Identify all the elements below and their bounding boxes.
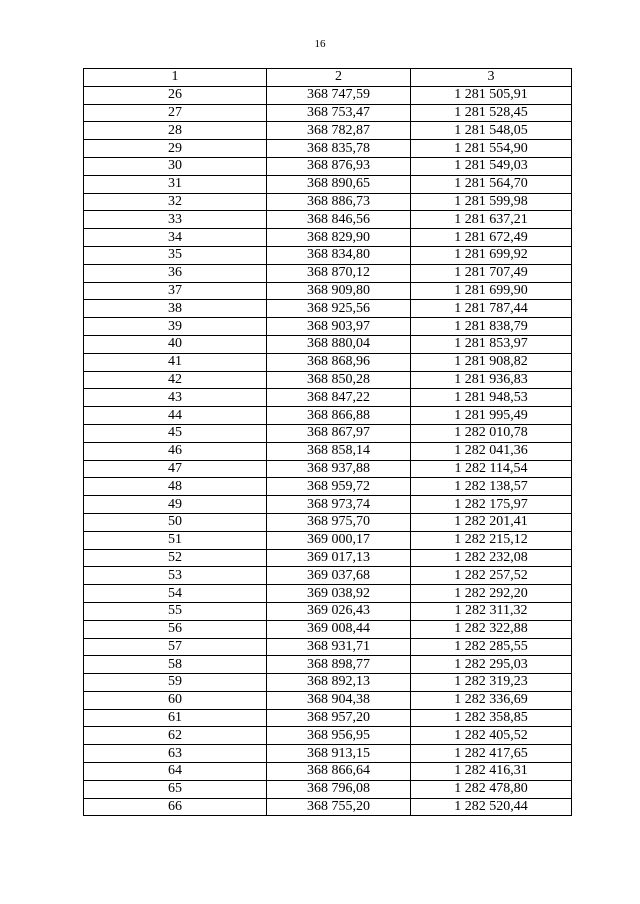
x-coordinate-cell: 369 026,43 (267, 602, 411, 620)
point-number-cell: 58 (84, 656, 267, 674)
y-coordinate-cell: 1 281 637,21 (411, 211, 572, 229)
point-number-cell: 66 (84, 798, 267, 816)
x-coordinate-cell: 368 747,59 (267, 86, 411, 104)
table-row (84, 460, 572, 478)
point-number-cell: 27 (84, 104, 267, 122)
x-coordinate-cell: 368 835,78 (267, 140, 411, 158)
table-row (84, 389, 572, 407)
point-number-cell: 56 (84, 620, 267, 638)
y-coordinate-cell: 1 281 787,44 (411, 300, 572, 318)
table-row (84, 567, 572, 585)
x-coordinate-cell: 368 868,96 (267, 353, 411, 371)
table-row (84, 496, 572, 514)
y-coordinate-cell: 1 282 201,41 (411, 513, 572, 531)
table-row (84, 442, 572, 460)
y-coordinate-cell: 1 281 908,82 (411, 353, 572, 371)
x-coordinate-cell: 368 886,73 (267, 193, 411, 211)
x-coordinate-cell: 368 913,15 (267, 745, 411, 763)
y-coordinate-cell: 1 281 672,49 (411, 229, 572, 247)
y-coordinate-cell: 1 281 528,45 (411, 104, 572, 122)
x-coordinate-cell: 368 973,74 (267, 496, 411, 514)
y-coordinate-cell: 1 282 285,55 (411, 638, 572, 656)
table-body (84, 86, 572, 816)
table-row (84, 602, 572, 620)
y-coordinate-cell: 1 281 554,90 (411, 140, 572, 158)
x-coordinate-cell: 368 782,87 (267, 122, 411, 140)
table-row (84, 691, 572, 709)
y-coordinate-cell: 1 282 358,85 (411, 709, 572, 727)
point-number-cell: 32 (84, 193, 267, 211)
x-coordinate-cell: 368 937,88 (267, 460, 411, 478)
y-coordinate-cell: 1 281 838,79 (411, 318, 572, 336)
y-coordinate-cell: 1 282 232,08 (411, 549, 572, 567)
point-number-cell: 51 (84, 531, 267, 549)
table-row (84, 638, 572, 656)
coordinates-table (83, 68, 572, 816)
y-coordinate-cell: 1 282 319,23 (411, 674, 572, 692)
table-row (84, 620, 572, 638)
table-row (84, 513, 572, 531)
y-coordinate-cell: 1 282 322,88 (411, 620, 572, 638)
y-coordinate-cell: 1 281 699,90 (411, 282, 572, 300)
point-number-cell: 54 (84, 585, 267, 603)
y-coordinate-cell: 1 282 292,20 (411, 585, 572, 603)
header-row (84, 69, 572, 87)
point-number-cell: 38 (84, 300, 267, 318)
point-number-cell: 31 (84, 175, 267, 193)
table-row (84, 656, 572, 674)
y-coordinate-cell: 1 281 948,53 (411, 389, 572, 407)
header-cell-y: 3 (411, 69, 572, 87)
point-number-cell: 28 (84, 122, 267, 140)
y-coordinate-cell: 1 281 936,83 (411, 371, 572, 389)
x-coordinate-cell: 368 829,90 (267, 229, 411, 247)
point-number-cell: 62 (84, 727, 267, 745)
table-row (84, 229, 572, 247)
point-number-cell: 59 (84, 674, 267, 692)
point-number-cell: 43 (84, 389, 267, 407)
table-row (84, 674, 572, 692)
point-number-cell: 29 (84, 140, 267, 158)
table-row (84, 246, 572, 264)
header-cell-x: 2 (267, 69, 411, 87)
x-coordinate-cell: 368 866,64 (267, 763, 411, 781)
table-row (84, 175, 572, 193)
point-number-cell: 39 (84, 318, 267, 336)
x-coordinate-cell: 369 000,17 (267, 531, 411, 549)
y-coordinate-cell: 1 282 138,57 (411, 478, 572, 496)
table-row (84, 282, 572, 300)
x-coordinate-cell: 368 880,04 (267, 335, 411, 353)
table-row (84, 300, 572, 318)
point-number-cell: 41 (84, 353, 267, 371)
point-number-cell: 46 (84, 442, 267, 460)
table-row (84, 745, 572, 763)
x-coordinate-cell: 368 909,80 (267, 282, 411, 300)
table-row (84, 371, 572, 389)
point-number-cell: 53 (84, 567, 267, 585)
x-coordinate-cell: 368 959,72 (267, 478, 411, 496)
x-coordinate-cell: 368 867,97 (267, 424, 411, 442)
x-coordinate-cell: 368 898,77 (267, 656, 411, 674)
x-coordinate-cell: 368 866,88 (267, 407, 411, 425)
y-coordinate-cell: 1 282 417,65 (411, 745, 572, 763)
table-row (84, 193, 572, 211)
point-number-cell: 48 (84, 478, 267, 496)
point-number-cell: 49 (84, 496, 267, 514)
y-coordinate-cell: 1 281 505,91 (411, 86, 572, 104)
table-row (84, 353, 572, 371)
x-coordinate-cell: 369 017,13 (267, 549, 411, 567)
y-coordinate-cell: 1 282 295,03 (411, 656, 572, 674)
point-number-cell: 55 (84, 602, 267, 620)
point-number-cell: 50 (84, 513, 267, 531)
table-row (84, 122, 572, 140)
table-row (84, 549, 572, 567)
y-coordinate-cell: 1 282 520,44 (411, 798, 572, 816)
table-row (84, 86, 572, 104)
point-number-cell: 42 (84, 371, 267, 389)
point-number-cell: 61 (84, 709, 267, 727)
y-coordinate-cell: 1 282 041,36 (411, 442, 572, 460)
point-number-cell: 26 (84, 86, 267, 104)
point-number-cell: 65 (84, 780, 267, 798)
x-coordinate-cell: 368 975,70 (267, 513, 411, 531)
x-coordinate-cell: 368 796,08 (267, 780, 411, 798)
y-coordinate-cell: 1 281 548,05 (411, 122, 572, 140)
point-number-cell: 63 (84, 745, 267, 763)
table-row (84, 424, 572, 442)
y-coordinate-cell: 1 282 010,78 (411, 424, 572, 442)
table-row (84, 104, 572, 122)
point-number-cell: 36 (84, 264, 267, 282)
x-coordinate-cell: 368 904,38 (267, 691, 411, 709)
table-row (84, 157, 572, 175)
y-coordinate-cell: 1 282 175,97 (411, 496, 572, 514)
point-number-cell: 57 (84, 638, 267, 656)
table-row (84, 264, 572, 282)
table-row (84, 531, 572, 549)
table-row (84, 709, 572, 727)
x-coordinate-cell: 368 755,20 (267, 798, 411, 816)
point-number-cell: 35 (84, 246, 267, 264)
y-coordinate-cell: 1 282 257,52 (411, 567, 572, 585)
point-number-cell: 45 (84, 424, 267, 442)
table-header (84, 69, 572, 87)
x-coordinate-cell: 368 846,56 (267, 211, 411, 229)
point-number-cell: 33 (84, 211, 267, 229)
point-number-cell: 52 (84, 549, 267, 567)
point-number-cell: 60 (84, 691, 267, 709)
point-number-cell: 64 (84, 763, 267, 781)
y-coordinate-cell: 1 281 564,70 (411, 175, 572, 193)
y-coordinate-cell: 1 281 599,98 (411, 193, 572, 211)
y-coordinate-cell: 1 282 114,54 (411, 460, 572, 478)
table-row (84, 318, 572, 336)
x-coordinate-cell: 368 753,47 (267, 104, 411, 122)
y-coordinate-cell: 1 282 416,31 (411, 763, 572, 781)
x-coordinate-cell: 368 847,22 (267, 389, 411, 407)
y-coordinate-cell: 1 281 699,92 (411, 246, 572, 264)
y-coordinate-cell: 1 282 405,52 (411, 727, 572, 745)
x-coordinate-cell: 368 956,95 (267, 727, 411, 745)
y-coordinate-cell: 1 281 995,49 (411, 407, 572, 425)
point-number-cell: 47 (84, 460, 267, 478)
table-row (84, 585, 572, 603)
y-coordinate-cell: 1 282 311,32 (411, 602, 572, 620)
x-coordinate-cell: 368 892,13 (267, 674, 411, 692)
header-cell-point-number: 1 (84, 69, 267, 87)
point-number-cell: 40 (84, 335, 267, 353)
x-coordinate-cell: 368 903,97 (267, 318, 411, 336)
page-number: 16 (314, 38, 326, 50)
x-coordinate-cell: 368 850,28 (267, 371, 411, 389)
point-number-cell: 37 (84, 282, 267, 300)
table-row (84, 335, 572, 353)
table-row (84, 763, 572, 781)
x-coordinate-cell: 368 890,65 (267, 175, 411, 193)
point-number-cell: 34 (84, 229, 267, 247)
x-coordinate-cell: 369 008,44 (267, 620, 411, 638)
table-row (84, 407, 572, 425)
point-number-cell: 30 (84, 157, 267, 175)
x-coordinate-cell: 369 038,92 (267, 585, 411, 603)
x-coordinate-cell: 368 834,80 (267, 246, 411, 264)
y-coordinate-cell: 1 282 478,80 (411, 780, 572, 798)
table-row (84, 727, 572, 745)
x-coordinate-cell: 369 037,68 (267, 567, 411, 585)
x-coordinate-cell: 368 931,71 (267, 638, 411, 656)
point-number-cell: 44 (84, 407, 267, 425)
x-coordinate-cell: 368 925,56 (267, 300, 411, 318)
table-row (84, 140, 572, 158)
x-coordinate-cell: 368 870,12 (267, 264, 411, 282)
y-coordinate-cell: 1 282 336,69 (411, 691, 572, 709)
table-row (84, 211, 572, 229)
y-coordinate-cell: 1 282 215,12 (411, 531, 572, 549)
x-coordinate-cell: 368 858,14 (267, 442, 411, 460)
y-coordinate-cell: 1 281 853,97 (411, 335, 572, 353)
table-row (84, 478, 572, 496)
table-row (84, 780, 572, 798)
x-coordinate-cell: 368 876,93 (267, 157, 411, 175)
x-coordinate-cell: 368 957,20 (267, 709, 411, 727)
table-row (84, 798, 572, 816)
y-coordinate-cell: 1 281 707,49 (411, 264, 572, 282)
y-coordinate-cell: 1 281 549,03 (411, 157, 572, 175)
